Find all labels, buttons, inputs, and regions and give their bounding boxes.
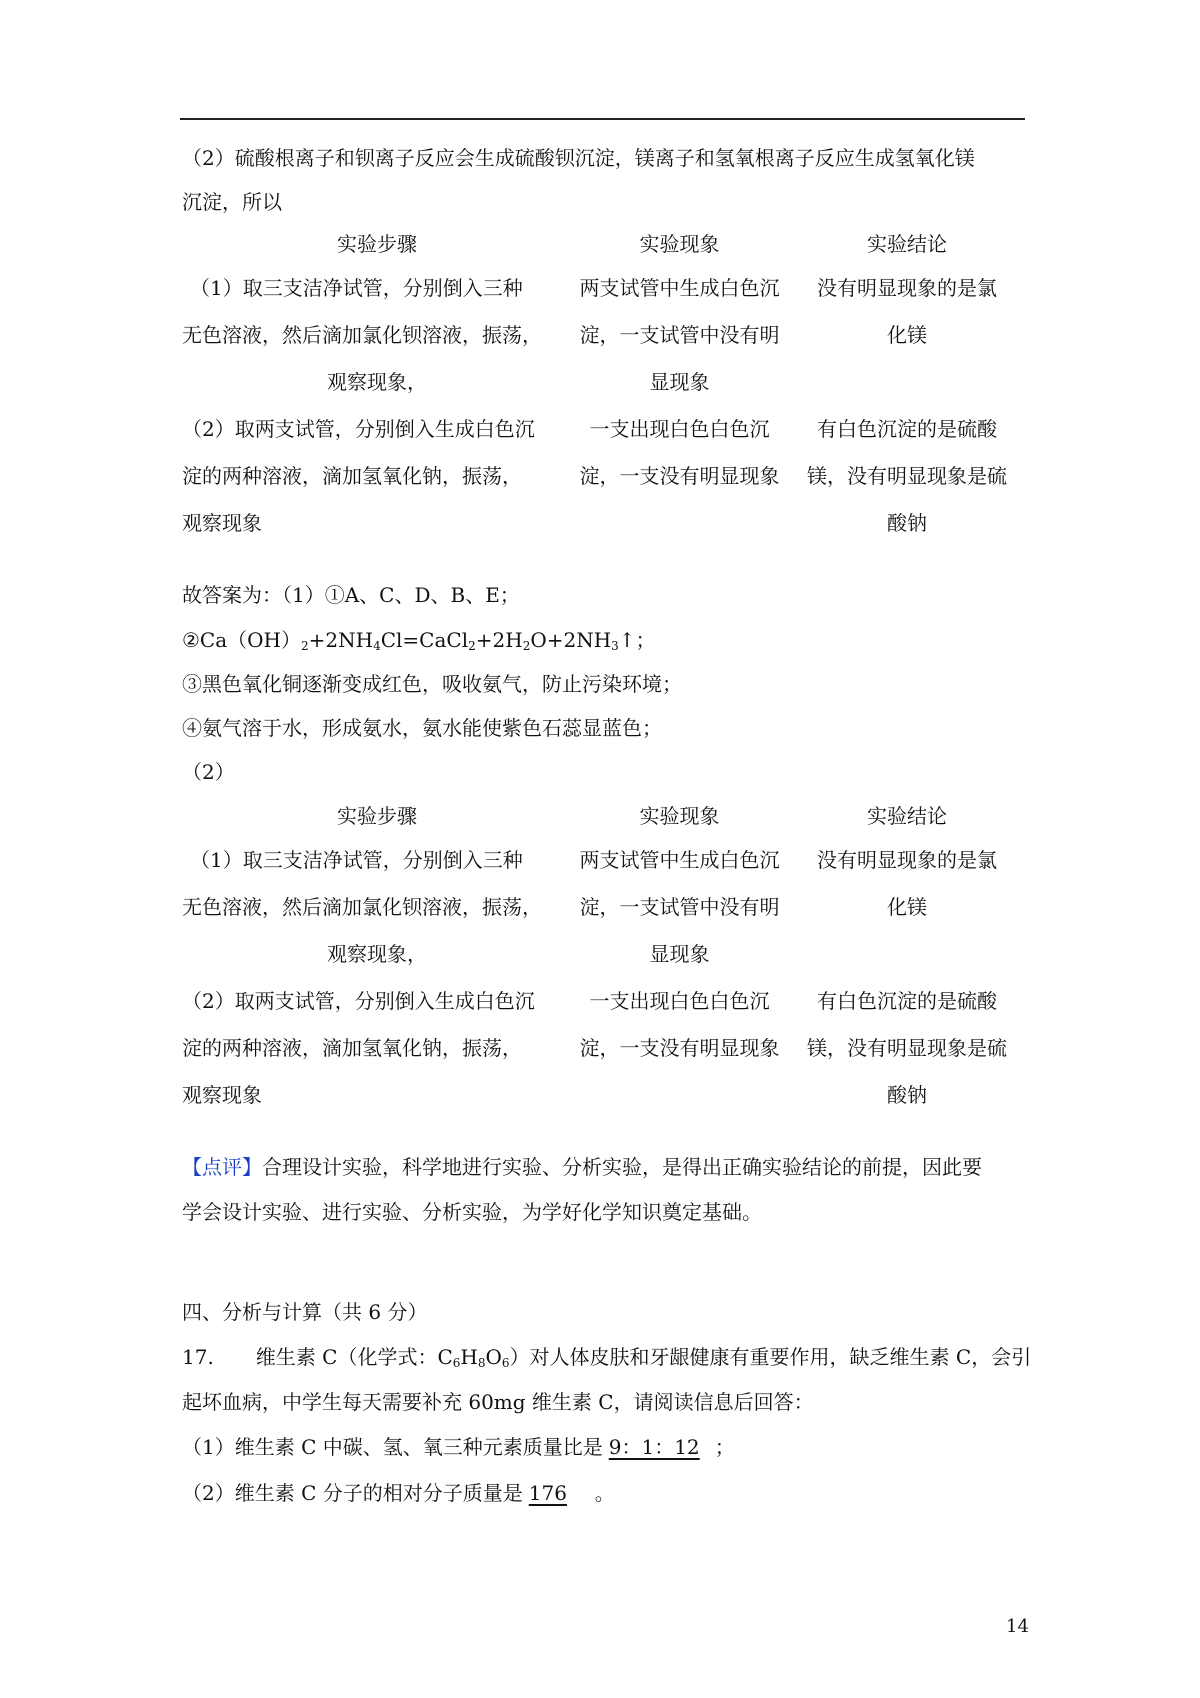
table-header-phenomenon: 实验现象 xyxy=(639,804,720,828)
question-17-line-1: 17. 维生素 C（化学式：$C_6H_8O_6$）对人体皮肤和牙龈健康有重要作用，缺乏维生素 C，会引 xyxy=(182,1345,1032,1370)
conclusion-text: 化镁 xyxy=(887,895,927,919)
answer-intro: 故答案为：（1）①A、C、D、B、E； xyxy=(182,583,520,607)
conclusion-text: 酸钠 xyxy=(887,1083,927,1107)
phenomenon-text: 两支试管中生成白色沉 xyxy=(579,276,780,300)
header-rule xyxy=(180,118,1025,120)
table-row xyxy=(182,989,1027,1130)
step-text: 观察现象， xyxy=(327,370,427,394)
conclusion-text: 酸钠 xyxy=(887,511,927,535)
answer-blank: 176 xyxy=(528,1481,567,1505)
step-text: 观察现象 xyxy=(182,1083,262,1107)
question-17-sub-1: （1）维生素 C 中碳、氢、氧三种元素质量比是 9：1：12 ； xyxy=(182,1435,735,1459)
comment-line-2: 学会设计实验、进行实验、分析实验，为学好化学知识奠定基础。 xyxy=(182,1200,762,1224)
experiment-table-2 xyxy=(182,804,1027,1130)
phenomenon-text: 显现象 xyxy=(649,370,710,394)
phenomenon-text: 淀，一支试管中没有明 xyxy=(579,323,780,347)
answer-item-3: ③黑色氧化铜逐渐变成红色，吸收氨气，防止污染环境； xyxy=(182,672,682,696)
step-text: （2）取两支试管，分别倒入生成白色沉 xyxy=(182,417,535,441)
step-text: 观察现象 xyxy=(182,511,262,535)
phenomenon-text: 淀，一支试管中没有明 xyxy=(579,895,780,919)
question-17-line-2: 起坏血病，中学生每天需要补充 60mg 维生素 C，请阅读信息后回答： xyxy=(182,1390,814,1414)
phenomenon-text: 一支出现白色白色沉 xyxy=(589,989,770,1013)
phenomenon-text: 两支试管中生成白色沉 xyxy=(579,848,780,872)
intro-line-2: 沉淀，所以 xyxy=(182,190,282,214)
answer-item-4: ④氨气溶于水，形成氨水，氨水能使紫色石蕊显蓝色； xyxy=(182,716,662,740)
conclusion-text: 没有明显现象的是氯 xyxy=(817,276,997,300)
table-header-step: 实验步骤 xyxy=(337,232,417,256)
answer-equation: $②Ca(OH)_2+2NH_4Cl=CaCl_2+2H_2O+2NH_3↑$； xyxy=(182,628,656,653)
question-17-sub-2: （2）维生素 C 分子的相对分子质量是 176 。 xyxy=(182,1481,615,1505)
experiment-table-1 xyxy=(182,232,1027,558)
step-text: （1）取三支洁净试管，分别倒入三种 xyxy=(190,848,523,872)
comment-line-1: 【点评】合理设计实验，科学地进行实验、分析实验，是得出正确实验结论的前提，因此要 xyxy=(182,1155,982,1179)
phenomenon-text: 一支出现白色白色沉 xyxy=(589,417,770,441)
question-number: 17. xyxy=(182,1345,214,1369)
step-text: 淀的两种溶液，滴加氢氧化钠，振荡， xyxy=(182,464,522,488)
conclusion-text: 有白色沉淀的是硫酸 xyxy=(817,989,997,1013)
phenomenon-text: 显现象 xyxy=(649,942,710,966)
table-row xyxy=(182,848,1027,989)
table-header-conclusion: 实验结论 xyxy=(867,232,947,256)
step-text: 淀的两种溶液，滴加氢氧化钠，振荡， xyxy=(182,1036,522,1060)
table-row xyxy=(182,417,1027,558)
conclusion-text: 有白色沉淀的是硫酸 xyxy=(817,417,997,441)
section-title: 四、分析与计算（共 6 分） xyxy=(182,1300,428,1324)
step-text: 观察现象， xyxy=(327,942,427,966)
table-header-step: 实验步骤 xyxy=(337,804,417,828)
step-text: 无色溶液，然后滴加氯化钡溶液，振荡， xyxy=(182,323,542,347)
step-text: 无色溶液，然后滴加氯化钡溶液，振荡， xyxy=(182,895,542,919)
table-header-phenomenon: 实验现象 xyxy=(639,232,720,256)
answer-blank: 9：1：12 xyxy=(608,1435,700,1459)
comment-label: 【点评】 xyxy=(182,1155,262,1179)
intro-line-1: （2）硫酸根离子和钡离子反应会生成硫酸钡沉淀，镁离子和氢氧根离子反应生成氢氧化镁 xyxy=(182,146,975,170)
page-number: 14 xyxy=(1006,1616,1029,1637)
conclusion-text: 化镁 xyxy=(887,323,927,347)
step-text: （2）取两支试管，分别倒入生成白色沉 xyxy=(182,989,535,1013)
phenomenon-text: 淀，一支没有明显现象 xyxy=(579,464,780,488)
phenomenon-text: 淀，一支没有明显现象 xyxy=(579,1036,780,1060)
table-row xyxy=(182,276,1027,417)
conclusion-text: 镁，没有明显现象是硫 xyxy=(807,464,1007,488)
step-text: （1）取三支洁净试管，分别倒入三种 xyxy=(190,276,523,300)
table-header-conclusion: 实验结论 xyxy=(867,804,947,828)
answer-part-2: （2） xyxy=(182,760,235,784)
conclusion-text: 没有明显现象的是氯 xyxy=(817,848,997,872)
conclusion-text: 镁，没有明显现象是硫 xyxy=(807,1036,1007,1060)
